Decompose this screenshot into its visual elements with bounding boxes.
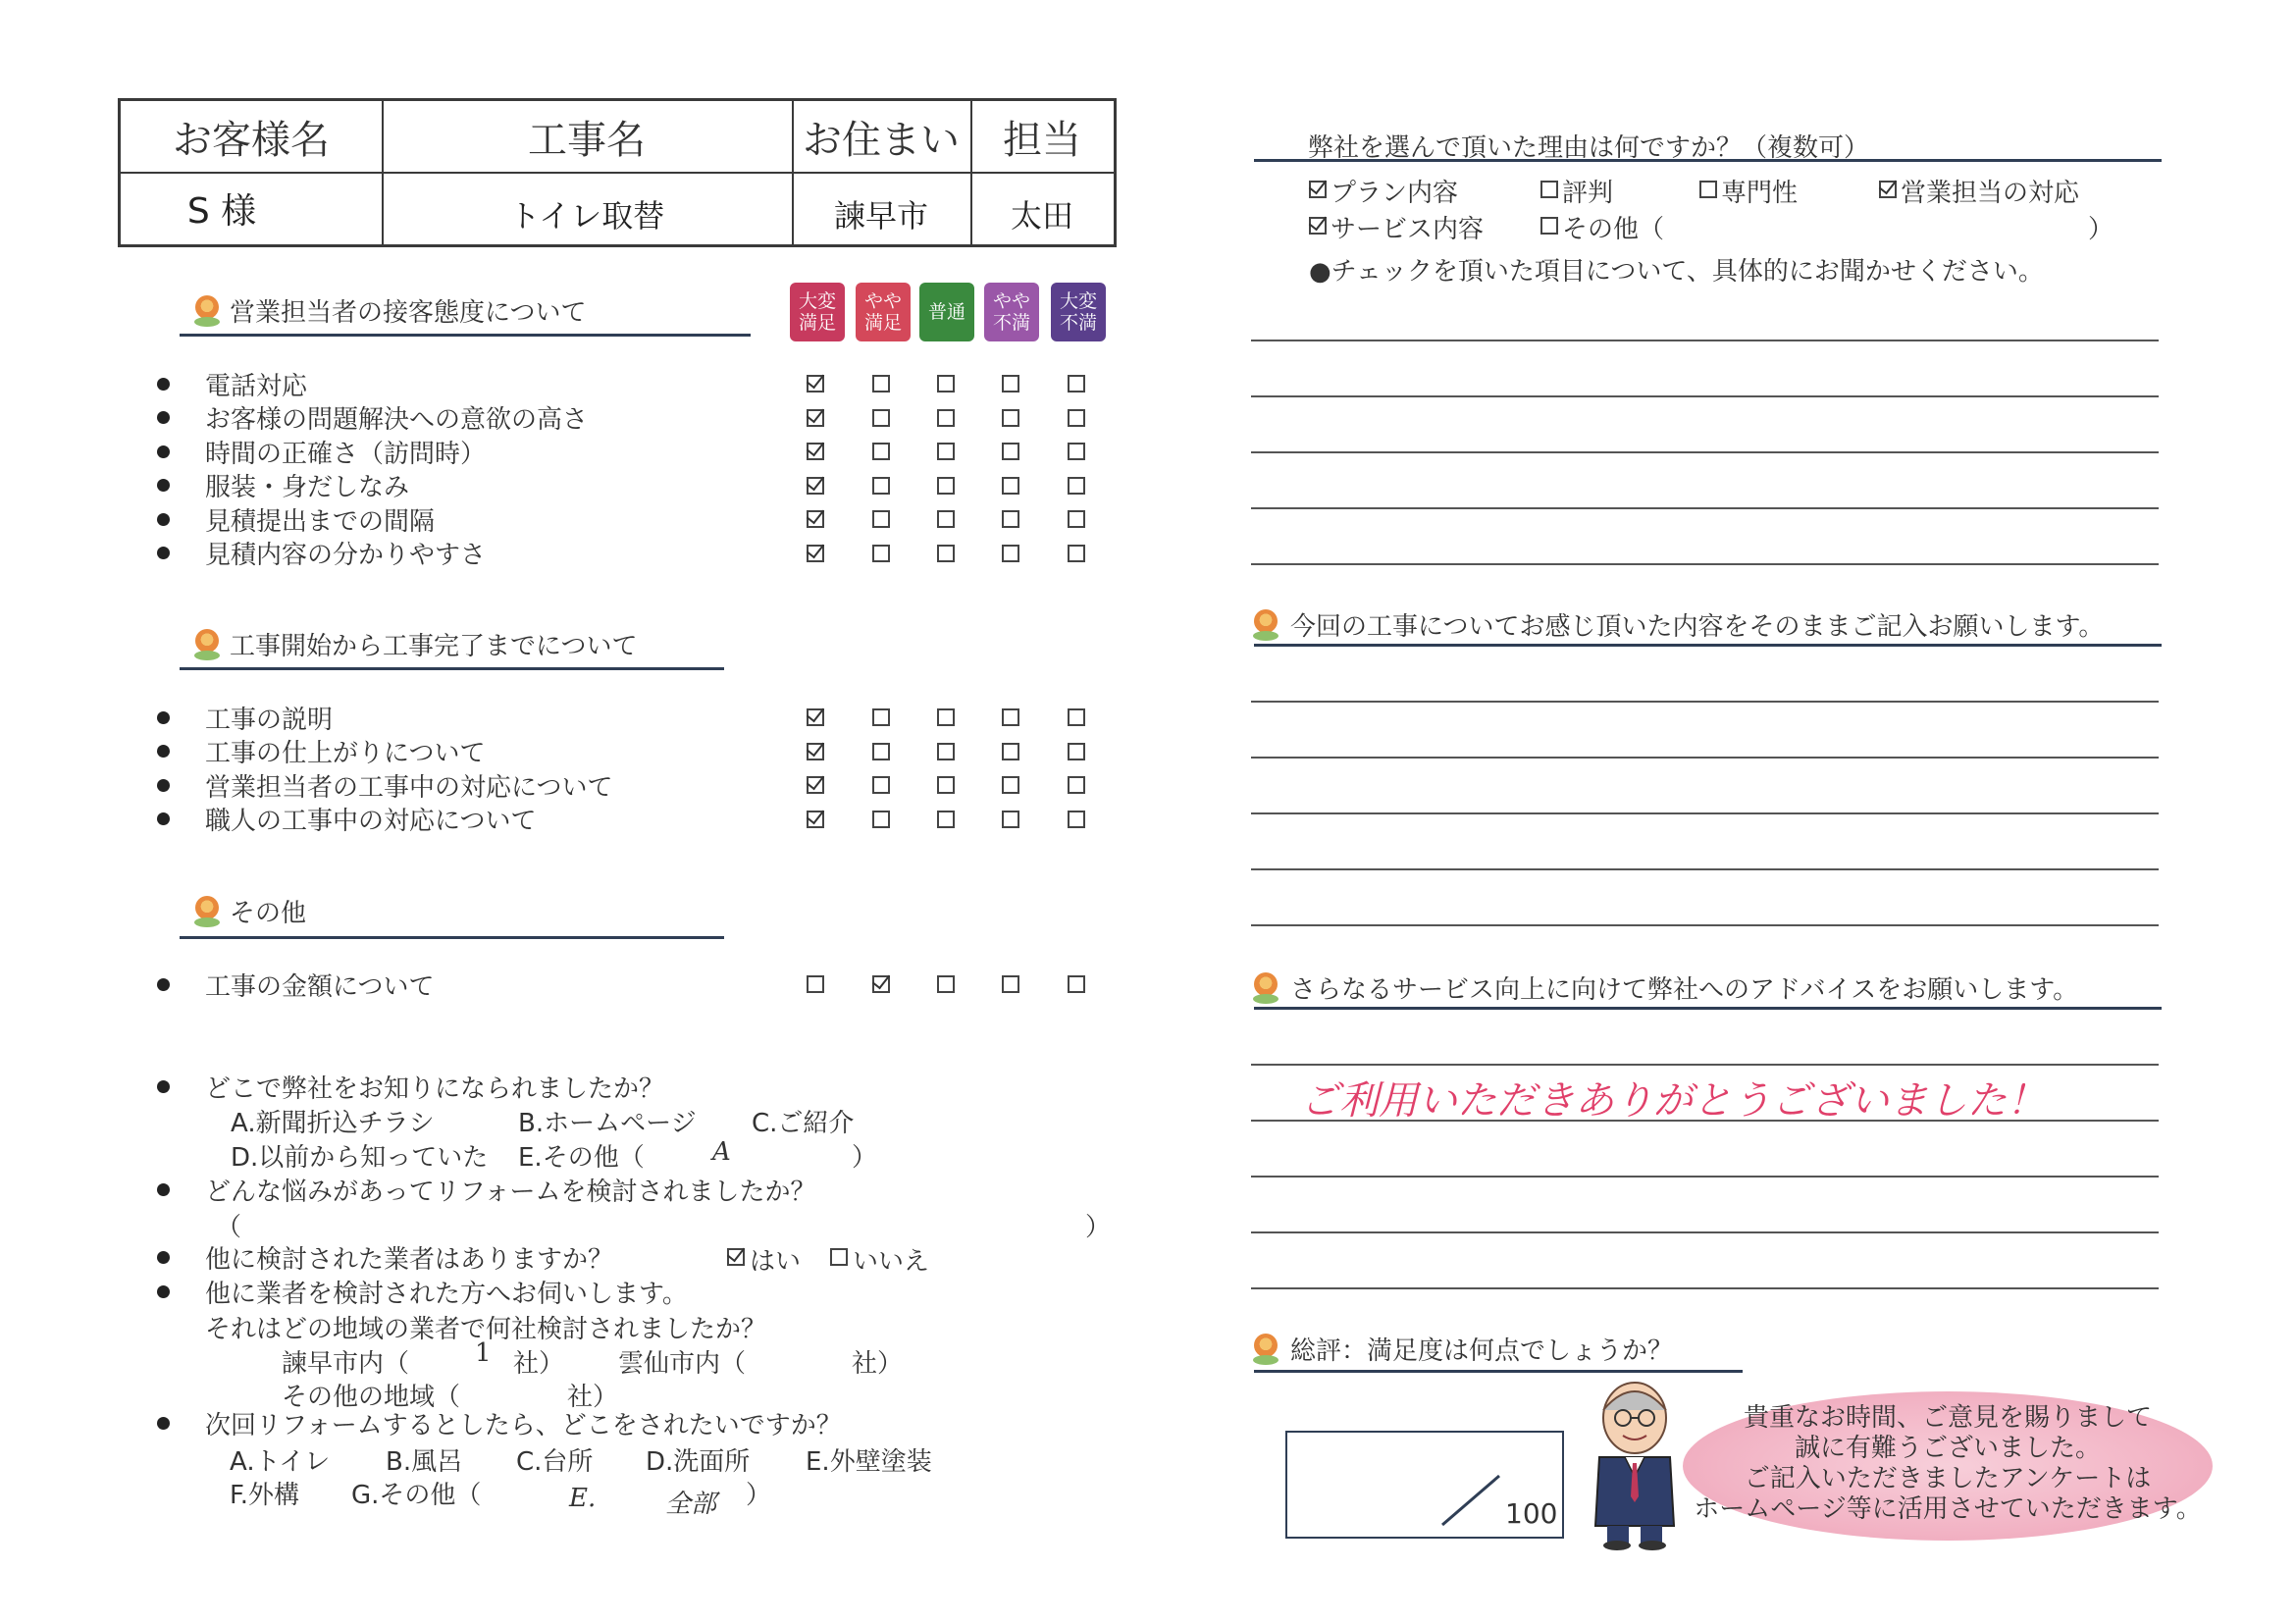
rating-row [157, 470, 409, 501]
rating-checkbox[interactable] [937, 477, 955, 495]
rating-checkbox[interactable] [1068, 477, 1085, 495]
next-option-g[interactable]: G.その他（ [351, 1481, 482, 1510]
rating-checkbox[interactable] [1002, 811, 1019, 828]
rating-checkbox[interactable] [1002, 443, 1019, 460]
header-work-label: 工事名 [528, 117, 646, 163]
rating-checkbox[interactable] [872, 477, 890, 495]
where-answer: A [712, 1137, 731, 1167]
option-e-close: ） [852, 1143, 878, 1173]
rating-checkbox[interactable] [807, 743, 824, 760]
bullet-icon [157, 1183, 170, 1196]
flower-icon [192, 629, 222, 662]
header-address-label: お住まい [803, 117, 960, 163]
rating-checkbox[interactable] [1002, 545, 1019, 562]
header-customer-label: お客様名 [173, 117, 330, 163]
rating-row-label: 電話対応 [205, 371, 308, 401]
isahaya-label: 諫早市内（ [282, 1349, 410, 1379]
rating-checkbox[interactable] [872, 545, 890, 562]
flower-icon [192, 896, 222, 929]
rating-checkbox[interactable] [807, 776, 824, 794]
reason-label: プラン内容 [1331, 179, 1459, 208]
rating-checkbox[interactable] [872, 375, 890, 393]
section-score: 総評：満足度は何点でしょうか？ [1251, 1331, 1673, 1367]
reason-checkbox[interactable] [1879, 181, 1897, 198]
option-b[interactable]: B.ホームページ [518, 1109, 697, 1138]
score-max: 100 [1505, 1497, 1558, 1530]
rating-checkbox[interactable] [1068, 409, 1085, 427]
bullet-icon [157, 978, 170, 991]
bullet-icon [157, 711, 170, 724]
isahaya-sha: 社） [513, 1349, 565, 1379]
rating-checkbox[interactable] [807, 811, 824, 828]
staff-name: 太田 [1010, 197, 1073, 235]
rating-row-label: 見積内容の分かりやすさ [205, 541, 487, 570]
rating-head: 大変 満足 [790, 283, 845, 341]
reason-checkbox[interactable] [1699, 181, 1717, 198]
bullet-icon [157, 378, 170, 391]
flower-icon [1251, 609, 1280, 643]
score-box[interactable] [1285, 1431, 1564, 1539]
mascot-illustration [1590, 1379, 1680, 1550]
rating-checkbox[interactable] [807, 708, 824, 726]
next-option-a[interactable]: A.トイレ [230, 1447, 331, 1477]
bullet-icon [157, 513, 170, 526]
flower-icon [1251, 972, 1280, 1006]
rating-checkbox[interactable] [1002, 743, 1019, 760]
rating-checkbox[interactable] [807, 545, 824, 562]
reason-label: 専門性 [1721, 179, 1799, 208]
rating-head: やや 満足 [856, 283, 911, 341]
rating-row-label: 服装・身だしなみ [205, 473, 410, 502]
option-a[interactable]: A.新聞折込チラシ [231, 1109, 435, 1138]
bullet-icon [157, 445, 170, 458]
advice-handwritten-answer: ご利用いただきありがとうございました！ [1300, 1078, 2046, 1124]
address: 諫早市 [833, 197, 928, 235]
rating-row-label: 営業担当者の工事中の対応について [205, 772, 613, 803]
reason-checkbox[interactable] [1540, 181, 1558, 198]
option-c[interactable]: C.ご紹介 [752, 1109, 855, 1138]
rating-checkbox[interactable] [872, 743, 890, 760]
rating-checkbox[interactable] [872, 708, 890, 726]
rating-row-label: 見積提出までの間隔 [205, 506, 436, 537]
reason-checkbox[interactable] [1309, 181, 1327, 198]
reason-checkbox[interactable] [1309, 217, 1327, 235]
next-option-f[interactable]: F.外構 [230, 1481, 300, 1510]
rating-row-label: 時間の正確さ（訪問時） [205, 439, 487, 469]
rating-checkbox[interactable] [937, 409, 955, 427]
other-region-sha: 社） [567, 1383, 619, 1412]
reason-label: サービス内容 [1331, 215, 1485, 244]
rating-checkbox[interactable] [872, 409, 890, 427]
section-other [192, 893, 306, 929]
rating-row [157, 402, 588, 434]
reason-close: ） [2088, 215, 2114, 244]
rating-checkbox[interactable] [1068, 811, 1085, 828]
section-title: 営業担当者の接客態度について [230, 298, 587, 328]
question-next-reform: 次回リフォームするとしたら、どこをされたいですか？ [157, 1407, 842, 1439]
ask-subquestion: それはどの地域の業者で何社検討されましたか？ [205, 1315, 767, 1344]
next-option-e[interactable]: E.外壁塗装 [806, 1447, 932, 1477]
rating-checkbox[interactable] [1002, 375, 1019, 393]
rating-row-label: 工事の金額について [205, 971, 435, 1002]
rating-checkbox[interactable] [937, 811, 955, 828]
header-table [118, 98, 1117, 247]
next-option-c[interactable]: C.台所 [516, 1447, 594, 1477]
rating-head: 大変 不満 [1051, 283, 1106, 341]
rating-checkbox[interactable] [1002, 708, 1019, 726]
section-construction [192, 626, 637, 662]
section-title: 工事開始から工事完了までについて [230, 632, 638, 661]
question-where: どこで弊社をお知りになられましたか？ [157, 1071, 664, 1102]
section-advice: さらなるサービス向上に向けて弊社へのアドバイスをお願いします。 [1251, 969, 2078, 1006]
worry-close: ） [1085, 1213, 1112, 1242]
bullet-icon [157, 547, 170, 559]
rating-row [157, 769, 612, 801]
bullet-icon [157, 479, 170, 492]
rating-checkbox[interactable] [807, 375, 824, 393]
rating-checkbox[interactable] [1068, 510, 1085, 528]
rating-checkbox[interactable] [807, 477, 824, 495]
rating-checkbox[interactable] [1068, 975, 1085, 993]
rating-checkbox[interactable] [872, 975, 890, 993]
rating-checkbox[interactable] [937, 776, 955, 794]
rating-checkbox[interactable] [1068, 776, 1085, 794]
rating-row [157, 538, 486, 569]
rating-checkbox[interactable] [1068, 743, 1085, 760]
next-answer-all: 全部 [665, 1490, 717, 1519]
worry-open: （ [216, 1213, 242, 1242]
reason-label: 営業担当の対応 [1901, 179, 2080, 208]
rating-checkbox[interactable] [1002, 776, 1019, 794]
flower-icon [1251, 1334, 1280, 1367]
rating-row-label: 職人の工事中の対応について [205, 807, 537, 836]
rating-checkbox[interactable] [807, 510, 824, 528]
rating-checkbox[interactable] [872, 443, 890, 460]
rating-checkbox[interactable] [872, 510, 890, 528]
rating-head: やや 不満 [984, 283, 1039, 341]
unzen-label: 雲仙市内（ [618, 1349, 747, 1379]
rating-checkbox[interactable] [1068, 375, 1085, 393]
next-option-b[interactable]: B.風呂 [386, 1447, 463, 1477]
flower-icon [192, 295, 222, 329]
next-answer-e: E. [569, 1484, 597, 1513]
option-d[interactable]: D.以前から知っていた [231, 1143, 489, 1173]
other-yes-checkbox[interactable] [727, 1248, 745, 1266]
rating-checkbox[interactable] [872, 811, 890, 828]
question-other-vendors: 他に検討された業者はありますか？ [157, 1241, 613, 1273]
bullet-icon [157, 1251, 170, 1264]
rating-row-label: 工事の仕上がりについて [205, 739, 486, 768]
rating-checkbox[interactable] [807, 409, 824, 427]
section-feel: 今回の工事についてお感じ頂いた内容をそのままご記入お願いします。 [1251, 606, 2104, 643]
header-staff-label: 担当 [1003, 117, 1081, 163]
rating-head: 普通 [919, 283, 974, 341]
bullet-icon [157, 411, 170, 424]
other-yes-label: はい [750, 1247, 802, 1277]
next-option-g-close: ） [746, 1481, 772, 1510]
rating-checkbox[interactable] [1002, 510, 1019, 528]
rating-checkbox[interactable] [807, 443, 824, 460]
rating-checkbox[interactable] [872, 776, 890, 794]
rating-checkbox[interactable] [937, 510, 955, 528]
other-no-label: いいえ [853, 1247, 930, 1277]
bullet-icon [157, 1080, 170, 1093]
section-sales-attitude [192, 292, 586, 329]
rating-row [157, 804, 536, 835]
rating-checkbox[interactable] [807, 975, 824, 993]
rating-checkbox[interactable] [1068, 708, 1085, 726]
isahaya-count: 1 [475, 1338, 492, 1368]
rating-checkbox[interactable] [937, 975, 955, 993]
rating-row [157, 436, 486, 467]
unzen-sha: 社） [852, 1349, 904, 1379]
option-e[interactable]: E.その他（ [518, 1143, 645, 1173]
bullet-icon [157, 1417, 170, 1430]
rating-row-label: お客様の問題解決への意欲の高さ [205, 405, 589, 435]
rating-row-label: 工事の説明 [205, 705, 334, 735]
rating-checkbox[interactable] [1068, 545, 1085, 562]
rating-checkbox[interactable] [937, 708, 955, 726]
section-title: その他 [230, 899, 307, 928]
reason-label: その他（ [1562, 215, 1665, 244]
rating-checkbox[interactable] [1002, 975, 1019, 993]
other-no-checkbox[interactable] [830, 1248, 848, 1266]
question-worry: どんな悩みがあってリフォームを検討されましたか？ [157, 1174, 815, 1205]
next-option-d[interactable]: D.洗面所 [646, 1447, 751, 1477]
reason-label: 評判 [1562, 179, 1614, 208]
reason-question: 弊社を選んで頂いた理由は何ですか？（複数可） [1308, 133, 1870, 163]
thanks-message: 貴重なお時間、ご意見を賜りまして 誠に有難うございました。 ご記入いただきましたアンケートは ホームページ等に活用させていただきます。 [1694, 1403, 2202, 1524]
rating-row [157, 368, 307, 399]
bullet-icon [157, 1285, 170, 1298]
bullet-icon [157, 812, 170, 825]
rating-row [157, 702, 333, 733]
rating-row [157, 503, 435, 535]
bullet-icon [157, 745, 170, 758]
rating-checkbox[interactable] [1002, 409, 1019, 427]
rating-checkbox[interactable] [937, 743, 955, 760]
other-region-label: その他の地域（ [282, 1383, 461, 1412]
reason-checkbox[interactable] [1540, 217, 1558, 235]
bullet-icon [157, 779, 170, 792]
rating-checkbox[interactable] [937, 375, 955, 393]
work-name: トイレ取替 [508, 197, 665, 235]
customer-name: S 様 [186, 190, 257, 232]
reason-detail-prompt: ●チェックを頂いた項目について、具体的にお聞かせください。 [1309, 257, 2044, 287]
rating-checkbox[interactable] [1068, 443, 1085, 460]
rating-checkbox[interactable] [1002, 477, 1019, 495]
question-ask: 他に業者を検討された方へお伺いします。 [157, 1276, 688, 1307]
rating-row [157, 736, 485, 767]
rating-row [157, 969, 434, 1000]
rating-checkbox[interactable] [937, 545, 955, 562]
rating-checkbox[interactable] [937, 443, 955, 460]
